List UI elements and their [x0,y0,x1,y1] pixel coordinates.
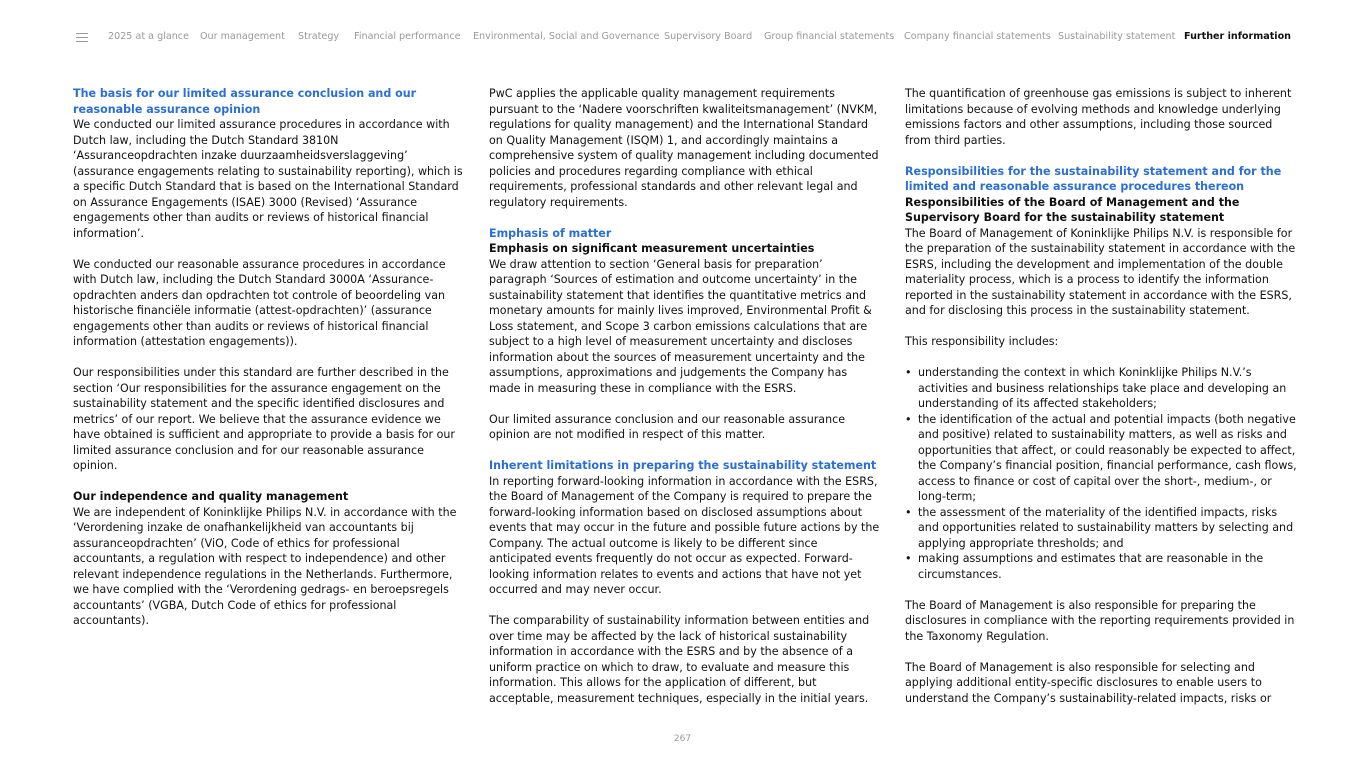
nav-item-further-information[interactable]: Further information [1184,31,1292,42]
column-right [905,86,1297,706]
heading-inherent-limitations: Inherent limitations in preparing the sustainability statement [489,459,877,472]
paragraph-reasonable-assurance: We conducted our reasonable assurance procedures in accordance with Dutch law, including the Dutch Standard 3000A ‘Assurance-opdrachten anders dan opdrachten tot controle of beoordeling van historische financiële informatie (attest-opdrachten)’ (assurance engagements other than audits or reviews of historical financial information (attestation engagements)). [73,257,446,348]
list-item: • the assessment of the materiality of the identified impacts, risks and opportunities related to sustainability matters by selecting and applying appropriate thresholds; and [905,505,1297,552]
nav-item-strategy[interactable]: Strategy [298,31,340,42]
paragraph-entity-specific: The Board of Management is also responsible for selecting and applying additional entity-specific disclosures to enable users to understand the Company’s sustainability-related impacts, risks or [905,660,1272,705]
paragraph-emphasis: We draw attention to section ‘General basis for preparation’ paragraph ‘Sources of estimation and outcome uncertainty’ in the sustainability statement that identifies the quantitative metrics and monetary amounts for mainly lives improved, Environmental Profit & Loss statement, and Scope 3 carbon emissions calculations that are subject to a high level of measurement uncertainty and discloses information about the sources of measurement uncertainty and the assumptions, approximations and judgements the Company has made in measuring these in compliance with the ESRS. [489,257,872,395]
paragraph-responsibility-includes: This responsibility includes: [905,335,1059,348]
paragraph-limited-assurance: We conducted our limited assurance procedures in accordance with Dutch law, including the Dutch Standard 3810N ‘Assuranceopdrachten inzake duurzaamheidsverslaggeving’ (assurance engagements relating to sustainability reporting), which is a specific Dutch Standard that is based on the International Standard on Assurance Engagements (ISAE) 3000 (Revised) ‘Assurance engagements other than audits or reviews of historical financial information’. [73,118,463,240]
heading-independence: Our independence and quality management [73,490,349,503]
paragraph-forward-looking: In reporting forward-looking information in accordance with the ESRS, the Board of Management of the Company is required to prepare the forward-looking information based on disclosed assumptions about events that may occur in the future and possible future actions by the Company. The actual outcome is likely to be different since anticipated events frequently do not occur as expected. Forward-looking information relates to events and actions that have not yet occurred and may never occur. [489,474,880,596]
top-navigation [0,0,1365,72]
column-left [73,86,465,629]
responsibility-list [905,365,1297,582]
heading-emphasis-of-matter: Emphasis of matter [489,226,612,240]
heading-responsibilities: Responsibilities for the sustainability statement and for the limited and reasonable assurance procedures thereon [905,164,1282,193]
list-item: • understanding the context in which Koninklijke Philips N.V.’s activities and business relationships take place and developing an understanding of its affected stakeholders; [905,365,1297,412]
menu-icon[interactable] [76,33,88,43]
nav-item-company-financial-statements[interactable]: Company financial statements [904,31,1051,42]
nav-item-supervisory-board[interactable]: Supervisory Board [664,31,753,42]
list-item: • making assumptions and estimates that are reasonable in the circumstances. [905,551,1297,582]
page-number: 267 [673,734,692,744]
heading-basis-for-conclusion: The basis for our limited assurance conclusion and our reasonable assurance opinion [73,87,417,116]
paragraph-comparability: The comparability of sustainability information between entities and over time may be affected by the lack of historical sustainability information in accordance with the ESRS and by the absence of a uniform practice on which to draw, to evaluate and measure this information. This allows for the application of different, but acceptable, measurement techniques, especially in the initial years. [489,614,870,705]
subheading-measurement-uncertainties: Emphasis on significant measurement uncertainties [489,242,815,255]
list-item: • the identification of the actual and potential impacts (both negative and positive) related to sustainability matters, as well as risks and opportunities that affect, or could reasonably be expected to affect, the Company’s financial position, financial performance, cash flows, access to finance or cost of capital over the short-, medium-, or long-term; [905,412,1297,505]
nav-item-financial-performance[interactable]: Financial performance [354,31,461,42]
nav-item-sustainability-statement[interactable]: Sustainability statement [1058,31,1176,42]
nav-item-2025-at-a-glance[interactable]: 2025 at a glance [108,31,189,42]
paragraph-ghg-quantification: The quantification of greenhouse gas emissions is subject to inherent limitations because of evolving methods and knowledge underlying emissions factors and other assumptions, including those sourced from third parties. [905,87,1292,147]
paragraph-board-responsible: The Board of Management of Koninklijke Philips N.V. is responsible for the preparation of the sustainability statement in accordance with the ESRS, including the development and implementation of the double materiality process, which is a process to identify the information reported in the sustainability statement in accordance with the ESRS, and for disclosing this process in the sustainability statement. [905,226,1296,317]
paragraph-independence: We are independent of Koninklijke Philips N.V. in accordance with the ‘Verordening inzake de onafhankelijkheid van accountants bij assuranceopdrachten’ (ViO, Code of ethics for professional accountants, a regulation with respect to independence) and other relevant independence regulations in the Netherlands. Furthermore, we have complied with the ‘Verordening gedrags- en beroepsregels accountants’ (VGBA, Dutch Code of ethics for professional accountants). [73,505,457,627]
paragraph-our-responsibilities: Our responsibilities under this standard are further described in the section ‘Our responsibilities for the assurance engagement on the sustainability statement and the specific identified disclosures and metrics’ of our report. We believe that the assurance evidence we have obtained is sufficient and appropriate to provide a basis for our limited assurance conclusion and for our reasonable assurance opinion. [73,366,455,472]
paragraph-taxonomy: The Board of Management is also responsible for preparing the disclosures in compliance with the reporting requirements provided in the Taxonomy Regulation. [905,598,1295,643]
paragraph-pwc-quality: PwC applies the applicable quality management requirements pursuant to the ‘Nadere voorschriften kwaliteitsmanagement’ (NVKM, regulations for quality management) and the International Standard on Quality Management (ISQM) 1, and accordingly maintains a comprehensive system of quality management including documented policies and procedures regarding compliance with ethical requirements, professional standards and other relevant legal and regulatory requirements. [489,87,879,209]
column-middle [489,86,881,706]
nav-item-our-management[interactable]: Our management [200,31,285,42]
subheading-board-responsibilities: Responsibilities of the Board of Management and the Supervisory Board for the sustainability statement [905,195,1240,224]
nav-item-group-financial-statements[interactable]: Group financial statements [764,31,895,42]
nav-item-esg[interactable]: Environmental, Social and Governance [473,31,660,42]
paragraph-not-modified: Our limited assurance conclusion and our reasonable assurance opinion are not modified in respect of this matter. [489,412,846,441]
